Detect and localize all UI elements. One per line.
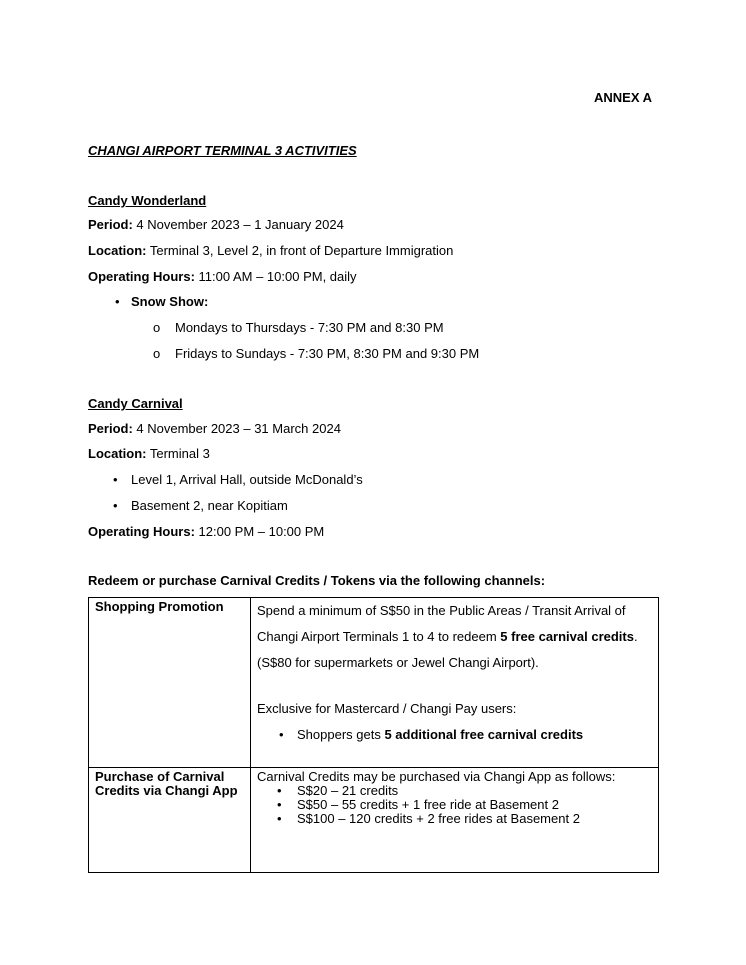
snow-show-label: Snow Show: — [131, 294, 209, 309]
table-row — [89, 768, 659, 873]
carnival-location-text: Level 1, Arrival Hall, outside McDonald’s — [131, 472, 363, 487]
carnival-location-text: Basement 2, near Kopitiam — [131, 498, 288, 513]
hours-label: Operating Hours: — [88, 524, 195, 539]
table-row — [89, 598, 659, 768]
bullet-icon: • — [113, 498, 118, 513]
carnival-location-item — [113, 498, 288, 513]
carnival-location — [88, 446, 210, 461]
wonderland-period — [88, 217, 344, 232]
period-label: Period: — [88, 421, 133, 436]
carnival-hours — [88, 524, 324, 539]
app-intro: Carnival Credits may be purchased via Changi App as follows: — [257, 769, 616, 784]
exclusive-list — [251, 722, 658, 748]
row-label: Purchase of Carnival Credits via Changi App — [95, 769, 238, 798]
wonderland-heading: Candy Wonderland — [88, 193, 207, 208]
table-cell-label — [89, 768, 251, 873]
snow-show-item — [115, 294, 208, 309]
annex-label: ANNEX A — [594, 90, 653, 105]
snow-time-item — [153, 346, 479, 361]
credits-table — [88, 597, 659, 873]
carnival-period — [88, 421, 341, 436]
wonderland-location — [88, 243, 453, 258]
bullet-icon: • — [113, 472, 118, 487]
promo-text-end: . (S$80 for supermarkets or Jewel Changi Airport). — [257, 629, 638, 670]
promo-bold-text: 5 free carnival credits — [500, 629, 634, 644]
bullet-icon: • — [115, 294, 120, 309]
carnival-location-item — [113, 472, 363, 487]
period-label: Period: — [88, 217, 133, 232]
snow-time-text: Mondays to Thursdays - 7:30 PM and 8:30 PM — [175, 320, 444, 335]
redeem-heading: Redeem or purchase Carnival Credits / Tokens via the following channels: — [88, 573, 546, 588]
hours-label: Operating Hours: — [88, 269, 195, 284]
bullet-text: Shoppers gets — [297, 727, 385, 742]
exclusive-note: Exclusive for Mastercard / Changi Pay users: — [257, 701, 517, 716]
hours-value: 11:00 AM – 10:00 PM, daily — [194, 269, 357, 284]
list-item — [251, 722, 658, 748]
list-item: • S$20 – 21 credits — [251, 784, 658, 798]
hours-value: 12:00 PM – 10:00 PM — [194, 524, 325, 539]
period-value: 4 November 2023 – 31 March 2024 — [132, 421, 341, 436]
location-value: Terminal 3, Level 2, in front of Departure Immigration — [146, 243, 454, 258]
snow-time-item — [153, 320, 444, 335]
period-value: 4 November 2023 – 1 January 2024 — [132, 217, 344, 232]
promo-description — [251, 598, 658, 676]
location-value: Terminal 3 — [146, 446, 210, 461]
list-item: • S$50 – 55 credits + 1 free ride at Basement 2 — [251, 798, 658, 812]
app-options-list — [251, 784, 658, 826]
bullet-bold-text: 5 additional free carnival credits — [384, 727, 584, 742]
table-cell-content — [251, 768, 659, 873]
table-cell-content — [251, 598, 659, 768]
row-label: Shopping Promotion — [95, 599, 224, 614]
table-cell-label — [89, 598, 251, 768]
carnival-heading: Candy Carnival — [88, 396, 183, 411]
circle-bullet-icon: o — [153, 320, 161, 335]
snow-time-text: Fridays to Sundays - 7:30 PM, 8:30 PM and 9:30 PM — [175, 346, 480, 361]
location-label: Location: — [88, 243, 147, 258]
promo-text: Spend a minimum of S$50 in the Public Areas / Transit Arrival of Changi Airport Terminals 1 to 4 to redeem — [257, 603, 626, 644]
circle-bullet-icon: o — [153, 346, 161, 361]
wonderland-hours — [88, 269, 357, 284]
location-label: Location: — [88, 446, 147, 461]
list-item: • S$100 – 120 credits + 2 free rides at Basement 2 — [251, 812, 658, 826]
document-title: CHANGI AIRPORT TERMINAL 3 ACTIVITIES — [88, 143, 357, 158]
